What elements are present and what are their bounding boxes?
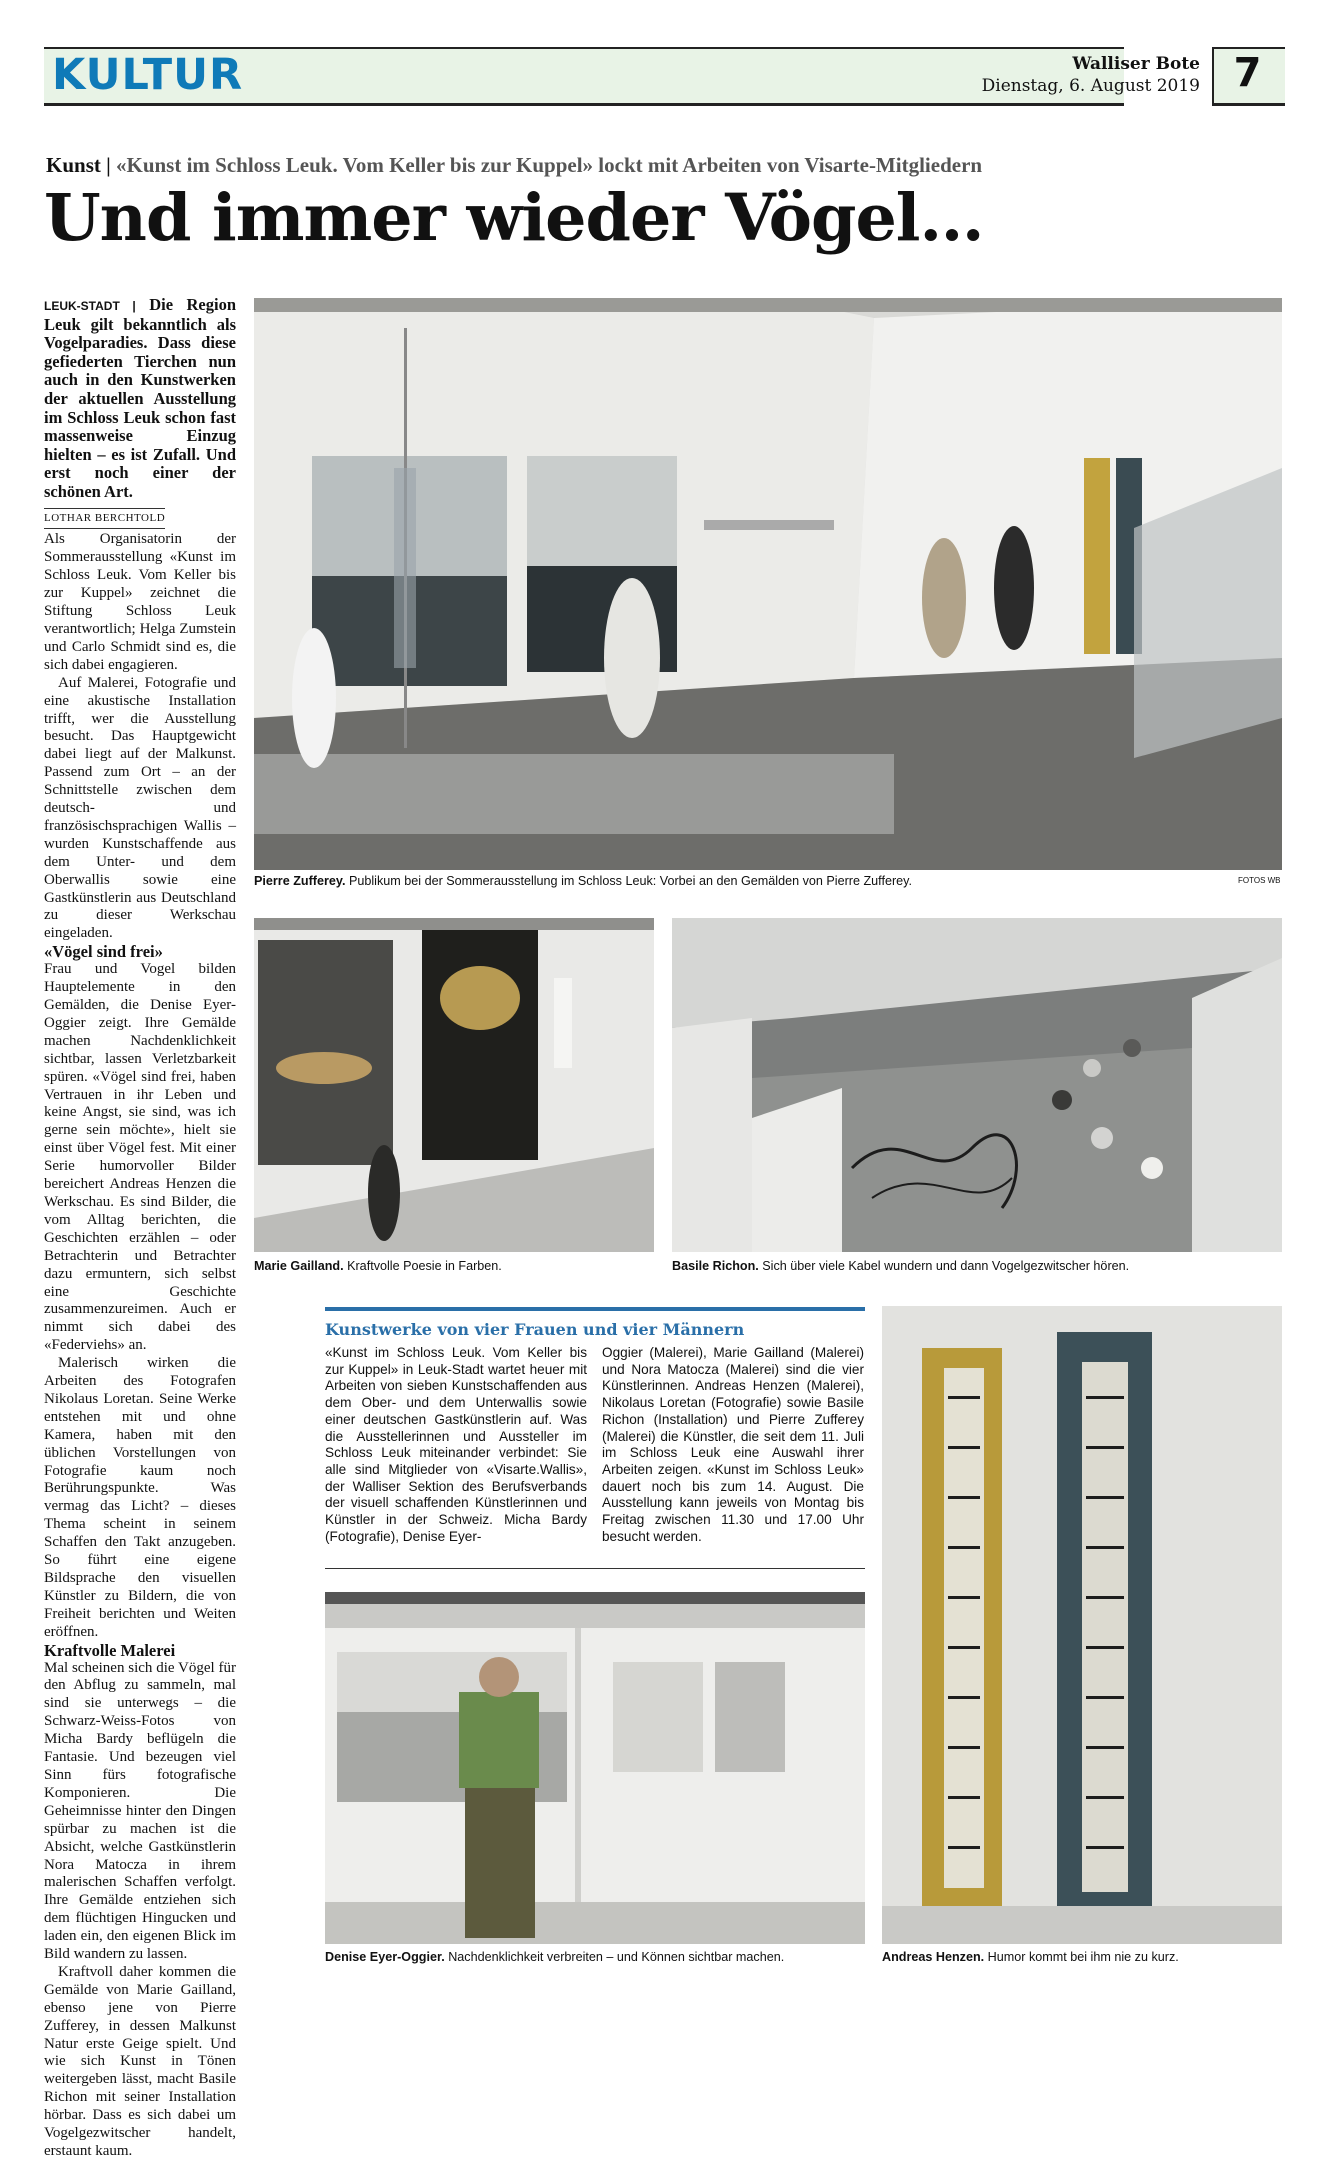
paragraph: Als Organisatorin der Sommerausstellung «Kunst im Schloss Leuk. Vom Keller bis zur Kuppel» zeichnet die Stiftung Schloss Leuk verantwortlich; Helga Zumstein und Carlo Schmidt sind es, die sich dabei engagieren.	[44, 531, 236, 673]
caption-henzen	[882, 1950, 1179, 1964]
kicker-text: «Kunst im Schloss Leuk. Vom Keller bis zur Kuppel» lockt mit Arbeiten von Visarte-Mitgliedern	[115, 153, 983, 177]
photo-gailland	[254, 918, 654, 1252]
caption-richon	[672, 1259, 1129, 1273]
photo-main-gallery	[254, 298, 1282, 870]
caption-text: Nachdenklichkeit verbreiten – und Können sichtbar machen.	[444, 1950, 785, 1964]
infobox-column-1: «Kunst im Schloss Leuk. Vom Keller bis zur Kuppel» in Leuk-Stadt wartet heuer mit Arbeiten von sieben Kunstschaffenden aus dem Ober- und dem Unterwallis sowie einer deutschen Gastkünstlerin auf. Was die Ausstellerinnen und Aussteller im Schloss Leuk miteinander verbindet: Sie alle sind Mitglieder von «Visarte.Wallis», der Walliser Sektion des Berufsverbands der visuell schaffenden Künstlerinnen und Künstler in der Schweiz. Micha Bardy (Fotografie), Denise Eyer-	[325, 1345, 587, 1544]
caption-text: Kraftvolle Poesie in Farben.	[343, 1259, 502, 1273]
paragraph: Frau und Vogel bilden Hauptelemente in den Gemälden, die Denise Eyer-Oggier zeigt. Ihre Gemälde machen Nachdenklichkeit sichtbar, lassen Verletzbarkeit spüren. «Vögel sind frei, haben Vertrauen in ihr Leben und keine Angst, sie sind, was ich gerne sein möchte», hielt sie einst über Vögel fest. Mit einer Serie humorvoller Bilder bereichert Andreas Henzen die Werkschau. Es sind Bilder, die vom Alltag berichten, die Geschichten erzählen – oder Betrachterin und Betrachter dazu ermuntern, sich selbst eine Geschichte zusammenzureimen. Auch er nimmt sich dabei des «Federviehs» an.	[44, 961, 236, 1354]
caption-name: Pierre Zufferey.	[254, 874, 346, 888]
caption-name: Denise Eyer-Oggier.	[325, 1950, 445, 1964]
caption-name: Andreas Henzen.	[882, 1950, 985, 1964]
caption-main	[254, 874, 912, 888]
dateline: LEUK-STADT |	[44, 299, 136, 313]
paragraph: Malerisch wirken die Arbeiten des Fotografen Nikolaus Loretan. Seine Werke entstehen mit und ohne Kamera, haben mit den üblichen Vorstellungen von Fotografie kaum noch Berührungspunkte. Was vermag das Licht? – dieses Thema scheint in seinem Schaffen den Takt anzugeben. So führt eine eigene Bildsprache den visuellen Künstler zu Bildern, die von Freiheit berichten und Weiten eröffnen.	[44, 1355, 236, 1640]
author-byline: LOTHAR BERCHTOLD	[44, 508, 165, 530]
paragraph: Mal scheinen sich die Vögel für den Abflug zu sammeln, mal sind sie unterwegs – die Schwarz-Weiss-Fotos von Micha Bardy beflügeln die Fantasie. Und bezeugen viel Sinn fürs fotografische Komponieren. Die Geheimnisse hinter den Dingen spürbar zu machen ist die Absicht, welche Gastkünstlerin Nora Matocza in ihrem malerischen Schaffen verfolgt. Ihre Gemälde entziehen sich dem flüchtigen Hingucken und laden ein, den eigenen Blick im Bild wandern zu lassen.	[44, 1659, 236, 1963]
subheading: Kraftvolle Malerei	[44, 1640, 176, 1660]
newspaper-name: Walliser Bote	[1072, 54, 1200, 74]
issue-date: Dienstag, 6. August 2019	[981, 76, 1200, 96]
photo-credit: FOTOS WB	[1238, 876, 1281, 885]
article-lead	[44, 296, 236, 502]
section-label: KULTUR	[52, 50, 244, 100]
page-number: 7	[1233, 50, 1262, 96]
article-kicker	[46, 153, 982, 178]
rubric: Kunst |	[46, 153, 111, 177]
caption-eyer-oggier	[325, 1950, 784, 1964]
article-body-column	[44, 296, 236, 2161]
photo-eyer-oggier	[325, 1592, 865, 1944]
caption-text: Sich über viele Kabel wundern und dann Vogelgezwitscher hören.	[758, 1259, 1130, 1273]
infobox-title: Kunstwerke von vier Frauen und vier Männern	[325, 1320, 745, 1339]
lead-text: Die Region Leuk gilt bekanntlich als Vogelparadies. Dass diese gefiederten Tierchen nun auch in den Kunstwerken der aktuellen Ausstellung im Schloss Leuk schon fast massenweise Einzug hielten – es ist Zufall. Und erst noch einer der schönen Art.	[44, 295, 237, 501]
photo-henzen	[882, 1306, 1282, 1944]
infobox-bottom-rule	[325, 1568, 865, 1569]
paragraph: Kraftvoll daher kommen die Gemälde von Marie Gailland, ebenso jene von Pierre Zufferey, in dessen Malkunst Natur erste Geige spielt. Und wie sich Kunst in Tönen weitergeben lässt, macht Basile Richon mit seiner Installation hörbar. Dass es sich dabei um Vogelgezwitscher handelt, erstaunt kaum.	[44, 1963, 236, 2159]
paragraph: Auf Malerei, Fotografie und eine akustische Installation trifft, wer die Ausstellung besucht. Das Hauptgewicht dabei liegt auf der Malkunst. Passend zum Ort – an der Schnittstelle zwischen dem deutsch- und französischsprachigen Wallis – wurden Kunstschaffende aus dem Unter- und dem Oberwallis sowie eine Gastkünstlerin aus Deutschland zu dieser Werkschau eingeladen.	[44, 674, 236, 942]
article-headline: Und immer wieder Vögel…	[44, 180, 984, 256]
caption-gailland	[254, 1259, 502, 1273]
infobox-column-2: Oggier (Malerei), Marie Gailland (Malerei) und Nora Matocza (Malerei) sind die vier Künstlerinnen. Andreas Henzen (Malerei), Nikolaus Loretan (Fotografie) sowie Basile Richon (Installation) und Pierre Zufferey (Malerei) die Künstler, die seit dem 11. Juli im Schloss Leuk eine Auswahl ihrer Arbeiten zeigen. «Kunst im Schloss Leuk» dauert noch bis zum 14. August. Die Ausstellung kann jeweils von Montag bis Freitag zwischen 11.30 und 17.00 Uhr besucht werden.	[602, 1345, 864, 1544]
subheading: «Vögel sind frei»	[44, 942, 163, 962]
caption-text: Publikum bei der Sommerausstellung im Schloss Leuk: Vorbei an den Gemälden von Pierre Zufferey.	[345, 874, 913, 888]
caption-name: Basile Richon.	[672, 1259, 759, 1273]
caption-name: Marie Gailland.	[254, 1259, 344, 1273]
photo-richon	[672, 918, 1282, 1252]
infobox-rule	[325, 1307, 865, 1311]
caption-text: Humor kommt bei ihm nie zu kurz.	[984, 1950, 1179, 1964]
